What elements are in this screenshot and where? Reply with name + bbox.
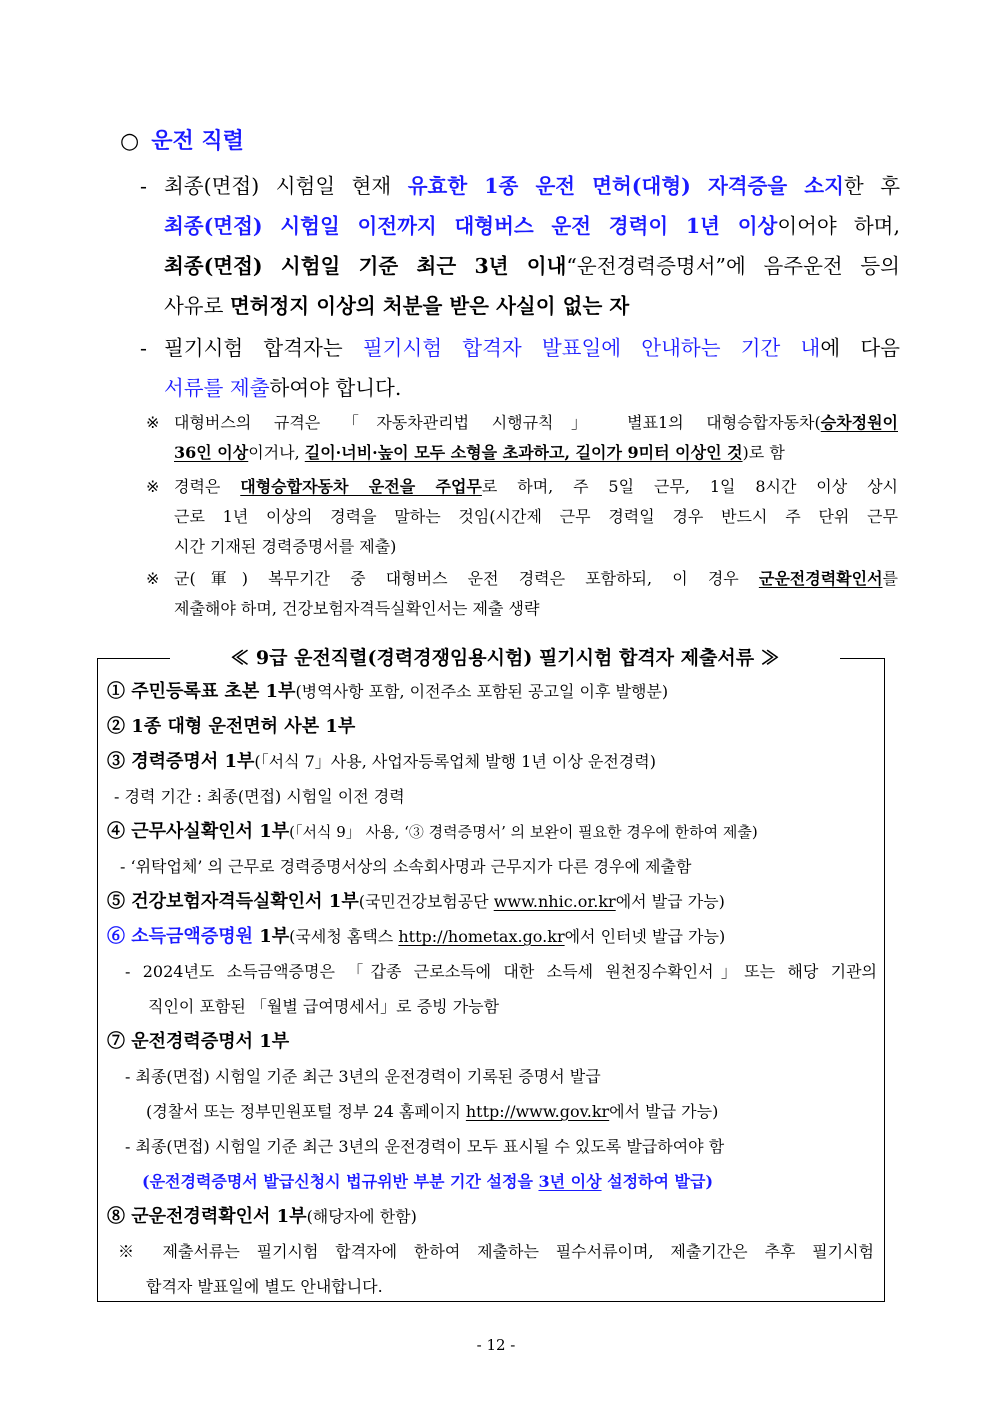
doc-item-income-note-1: - 2024년도 소득금액증명은 「갑종 근로소득에 대한 소득세 원천징수확인서」또는 해당 기관의 [125,962,877,981]
reference-mark-icon: ※ [146,569,160,588]
note-bus-spec: ※ 대형버스의 규격은 「자동차관리법 시행규칙」 별표1의 대형승합자동차(승차정원이 36인 이상이거나, 길이·너비·높이 모두 소형을 초과하고, 길이가 9미터 이상인 것)로 함 [146,408,898,468]
doc-item-driving-note-1: - 최종(면접) 시험일 기준 최근 3년의 운전경력이 기록된 증명서 발급 [125,1067,601,1086]
doc-item-income-certificate: ⑥ 소득금액증명원 1부(국세청 홈택스 http://hometax.go.kr에서 인터넷 발급 가능) [107,926,726,947]
box-title: ≪ 9급 운전직렬(경력경쟁임용시험) 필기시험 합격자 제출서류 ≫ [170,643,840,673]
section-title: 운전 직렬 [151,128,244,154]
gov-link[interactable]: http://www.gov.kr [465,1102,610,1121]
box-footnote-1: ※ 제출서류는 필기시험 합격자에 한하여 제출하는 필수서류이며, 제출기간은 추후 필기시험 [118,1242,874,1261]
doc-item-career-period: - 경력 기간 : 최종(면접) 시험일 이전 경력 [114,787,405,806]
doc-item-health-insurance: ⑤ 건강보험자격득실확인서 1부(국민건강보험공단 www.nhic.or.kr에서 발급 가능) [107,891,725,912]
doc-item-driving-record: ⑦ 운전경력증명서 1부 [107,1031,290,1052]
submission-paragraph: - 필기시험 합격자는 필기시험 합격자 발표일에 안내하는 기간 내에 다음 서류를 제출하여야 합니다. [140,336,900,400]
note-military-service: ※ 군(軍) 복무기간 중 대형버스 운전 경력은 포함하되, 이 경우 군운전경력확인서를 제출해야 하며, 건강보험자격득실확인서는 제출 생략 [146,564,898,624]
doc-item-driving-note-4: (운전경력증명서 발급신청시 법규위반 부분 기간 설정을 3년 이상 설정하여 발급) [142,1172,714,1191]
page-number: - 12 - [476,1336,516,1354]
reference-mark-icon: ※ [146,477,160,496]
note-experience-definition: ※ 경력은 대형승합자동차 운전을 주업무로 하며, 주 5일 근무, 1일 8시간 이상 상시 근로 1년 이상의 경력을 말하는 것임(시간제 근무 경력일 경우 반드시 주 단위 근무 시간 기재된 경력증명서를 제출) [146,472,898,562]
highlight-experience: 최종(면접) 시험일 이전까지 대형버스 운전 경력이 1년 이상 [164,214,778,238]
highlight-submit: 서류를 제출 [164,376,270,400]
circle-bullet-icon: ○ [120,129,140,154]
highlight-period: 필기시험 합격자 발표일에 안내하는 기간 내 [362,336,821,360]
box-footnote-2: 합격자 발표일에 별도 안내합니다. [146,1277,383,1296]
doc-item-income-note-2: 직인이 포함된 「월별 급여명세서」로 증빙 가능함 [148,997,500,1016]
doc-item-work-confirmation: ④ 근무사실확인서 1부(「서식 9」 사용, ‘③ 경력증명서’ 의 보완이 필요한 경우에 한하여 제출) [107,821,758,842]
doc-item-resident-registration: ① 주민등록표 초본 1부(병역사항 포함, 이전주소 포함된 공고일 이후 발행분) [107,681,669,702]
highlight-license: 유효한 1종 운전 면허(대형) 자격증을 소지 [407,174,844,198]
hometax-link[interactable]: http://hometax.go.kr [398,927,565,946]
section-heading [120,124,244,155]
doc-item-military-driving: ⑧ 군운전경력확인서 1부(해당자에 한함) [107,1206,417,1227]
highlight-no-suspension: 면허정지 이상의 처분을 받은 사실이 없는 자 [229,294,630,318]
doc-item-career-certificate: ③ 경력증명서 1부(「서식 7」사용, 사업자등록업체 발행 1년 이상 운전경력) [107,751,656,772]
reference-mark-icon: ※ [146,413,160,432]
doc-item-driving-note-3: - 최종(면접) 시험일 기준 최근 3년의 운전경력이 모두 표시될 수 있도록 발급하여야 함 [125,1137,725,1156]
eligibility-paragraph: - 최종(면접) 시험일 현재 유효한 1종 운전 면허(대형) 자격증을 소지한 후 최종(면접) 시험일 이전까지 대형버스 운전 경력이 1년 이상이어야 하며, 최종(면접) 시험일 기준 최근 3년 이내“운전경력증명서”에 음주운전 등의 사유로 면허정지 이상의 처분을 받은 사실이 없는 자 [140,174,901,318]
doc-item-driving-note-2: (경찰서 또는 정부민원포털 정부 24 홈페이지 http://www.gov.kr에서 발급 가능) [146,1102,719,1121]
doc-item-consignment-note: - ‘위탁업체’ 의 근무로 경력증명서상의 소속회사명과 근무지가 다른 경우에 제출함 [120,857,692,876]
highlight-recent: 최종(면접) 시험일 기준 최근 3년 이내 [164,254,567,278]
doc-item-license-copy: ② 1종 대형 운전면허 사본 1부 [107,716,356,737]
nhic-link[interactable]: www.nhic.or.kr [493,892,616,911]
